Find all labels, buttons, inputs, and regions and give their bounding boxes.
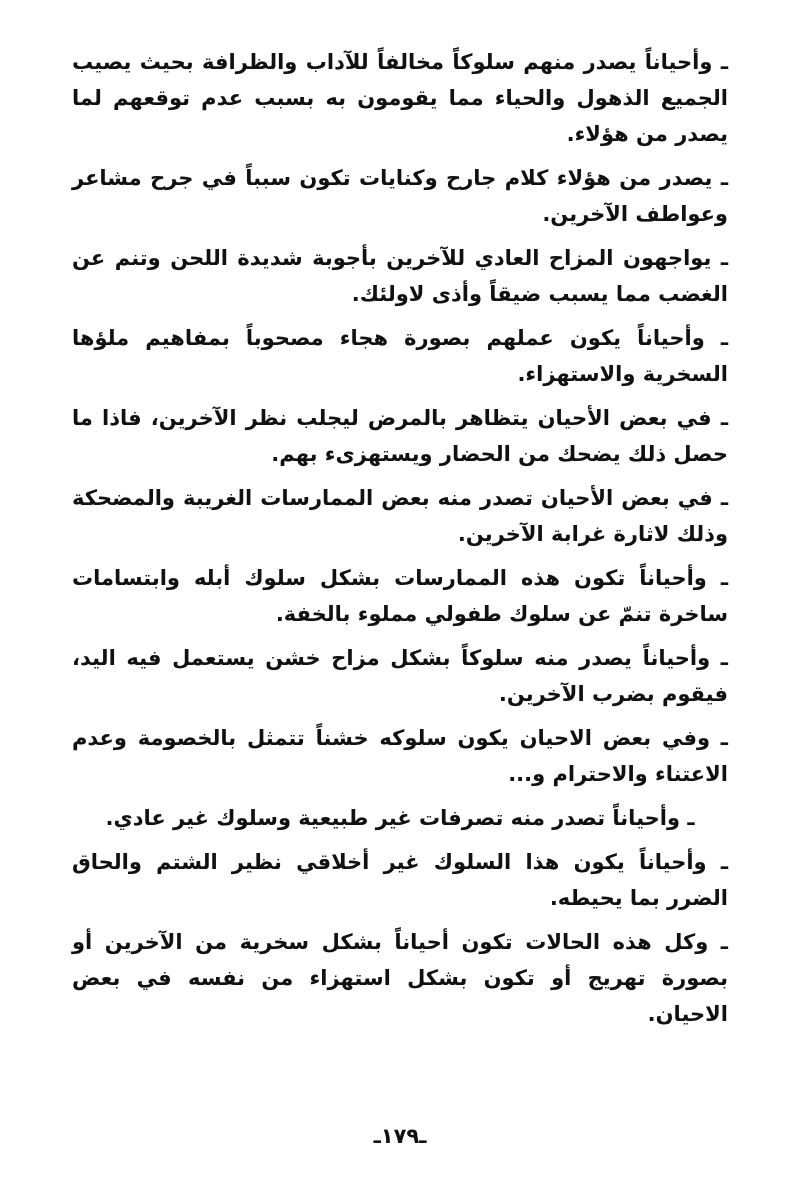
paragraph-10: ـ وأحياناً تصدر منه تصرفات غير طبيعية وسلوك غير عادي. — [105, 806, 695, 830]
paragraph-2: ـ يصدر من هؤلاء كلام جارح وكنايات تكون سبباً في جرح مشاعر وعواطف الآخرين. — [72, 166, 728, 226]
paragraph-8: ـ وأحياناً يصدر منه سلوكاً بشكل مزاح خشن يستعمل فيه اليد، فيقوم بضرب الآخرين. — [72, 646, 728, 706]
paragraph-7: ـ وأحياناً تكون هذه الممارسات بشكل سلوك أبله وابتسامات ساخرة تنمّ عن سلوك طفولي مملوء بالخفة. — [72, 566, 728, 626]
paragraph-9: ـ وفي بعض الاحيان يكون سلوكه خشناً تتمثل بالخصومة وعدم الاعتناء والاحترام و... — [72, 726, 728, 786]
paragraph-1: ـ وأحياناً يصدر منهم سلوكاً مخالفاً للآداب والظرافة بحيث يصيب الجميع الذهول والحياء مما يقومون به بسبب عدم توقعهم لما يصدر من هؤلاء. — [72, 50, 728, 146]
page-number: ـ١٧٩ـ — [373, 1124, 427, 1148]
document-page — [72, 44, 728, 1040]
paragraph-12: ـ وكل هذه الحالات تكون أحياناً بشكل سخرية من الآخرين أو بصورة تهريج أو تكون بشكل استهزاء من نفسه في بعض الاحيان. — [72, 930, 728, 1026]
paragraph-4: ـ وأحياناً يكون عملهم بصورة هجاء مصحوباً بمفاهيم ملؤها السخرية والاستهزاء. — [72, 326, 728, 386]
paragraph-6: ـ في بعض الأحيان تصدر منه بعض الممارسات الغريبة والمضحكة وذلك لاثارة غرابة الآخرين. — [72, 486, 728, 546]
paragraph-11: ـ وأحياناً يكون هذا السلوك غير أخلاقي نظير الشتم والحاق الضرر بما يحيطه. — [72, 850, 728, 910]
paragraph-5: ـ في بعض الأحيان يتظاهر بالمرض ليجلب نظر الآخرين، فاذا ما حصل ذلك يضحك من الحضار ويستهزىء بهم. — [72, 406, 728, 466]
paragraph-3: ـ يواجهون المزاح العادي للآخرين بأجوبة شديدة اللحن وتنم عن الغضب مما يسبب ضيقاً وأذى لاولئك. — [72, 246, 728, 306]
